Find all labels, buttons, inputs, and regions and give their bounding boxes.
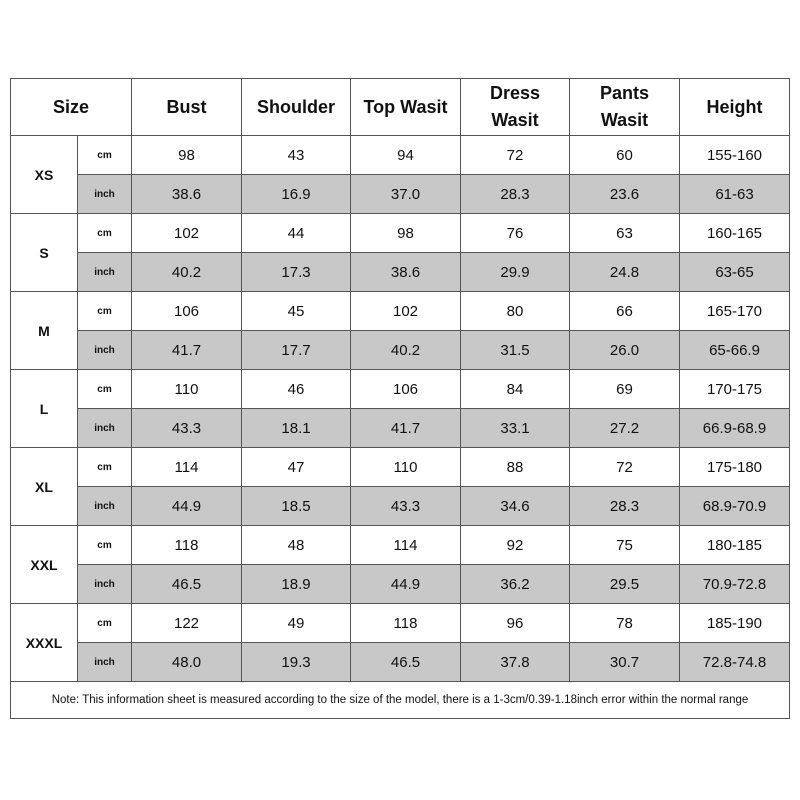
measurement-cell: 44.9 (132, 487, 242, 526)
measurement-cell: 69 (570, 370, 680, 409)
measurement-cell: 118 (132, 526, 242, 565)
measurement-cell: 66 (570, 292, 680, 331)
size-label: L (11, 370, 78, 448)
measurement-cell: 88 (461, 448, 570, 487)
measurement-cell: 72 (570, 448, 680, 487)
unit-label: cm (78, 448, 132, 487)
measurement-cell: 48.0 (132, 643, 242, 682)
header-bust: Bust (132, 79, 242, 136)
measurement-cell: 75 (570, 526, 680, 565)
measurement-cell: 43.3 (351, 487, 461, 526)
note-row (11, 682, 790, 719)
header-size: Size (11, 79, 132, 136)
measurement-cell: 29.5 (570, 565, 680, 604)
measurement-cell: 185-190 (680, 604, 790, 643)
measurement-cell: 24.8 (570, 253, 680, 292)
measurement-cell: 63 (570, 214, 680, 253)
measurement-cell: 27.2 (570, 409, 680, 448)
header-pants-waist-line1: Pants (599, 83, 650, 103)
measurement-cell: 114 (351, 526, 461, 565)
size-row-cm (11, 448, 790, 487)
header-dress-waist-line1: Dress (489, 83, 541, 103)
measurement-cell: 44 (242, 214, 351, 253)
measurement-cell: 26.0 (570, 331, 680, 370)
measurement-cell: 106 (351, 370, 461, 409)
measurement-cell: 84 (461, 370, 570, 409)
size-label: XL (11, 448, 78, 526)
unit-label: inch (78, 565, 132, 604)
measurement-cell: 18.9 (242, 565, 351, 604)
header-pants-waist (570, 79, 680, 136)
measurement-cell: 16.9 (242, 175, 351, 214)
unit-label: cm (78, 292, 132, 331)
measurement-cell: 70.9-72.8 (680, 565, 790, 604)
size-row-inch (11, 643, 790, 682)
measurement-cell: 94 (351, 136, 461, 175)
measurement-cell: 45 (242, 292, 351, 331)
header-top-waist: Top Wasit (351, 79, 461, 136)
measurement-cell: 44.9 (351, 565, 461, 604)
measurement-cell: 170-175 (680, 370, 790, 409)
measurement-cell: 29.9 (461, 253, 570, 292)
measurement-cell: 98 (132, 136, 242, 175)
measurement-cell: 110 (351, 448, 461, 487)
measurement-cell: 49 (242, 604, 351, 643)
measurement-cell: 47 (242, 448, 351, 487)
size-label: M (11, 292, 78, 370)
measurement-cell: 68.9-70.9 (680, 487, 790, 526)
measurement-cell: 63-65 (680, 253, 790, 292)
size-row-cm (11, 604, 790, 643)
measurement-cell: 72 (461, 136, 570, 175)
measurement-cell: 43 (242, 136, 351, 175)
measurement-cell: 122 (132, 604, 242, 643)
measurement-cell: 76 (461, 214, 570, 253)
measurement-cell: 28.3 (461, 175, 570, 214)
measurement-cell: 65-66.9 (680, 331, 790, 370)
measurement-cell: 30.7 (570, 643, 680, 682)
unit-label: inch (78, 487, 132, 526)
measurement-cell: 38.6 (132, 175, 242, 214)
measurement-cell: 118 (351, 604, 461, 643)
unit-label: inch (78, 253, 132, 292)
measurement-cell: 155-160 (680, 136, 790, 175)
header-dress-waist-line2: Wasit (491, 110, 539, 130)
unit-label: cm (78, 136, 132, 175)
unit-label: inch (78, 643, 132, 682)
measurement-cell: 37.8 (461, 643, 570, 682)
measurement-cell: 160-165 (680, 214, 790, 253)
measurement-cell: 92 (461, 526, 570, 565)
header-shoulder: Shoulder (242, 79, 351, 136)
unit-label: cm (78, 214, 132, 253)
size-label: XS (11, 136, 78, 214)
measurement-cell: 60 (570, 136, 680, 175)
unit-label: cm (78, 526, 132, 565)
measurement-cell: 46.5 (351, 643, 461, 682)
measurement-cell: 102 (132, 214, 242, 253)
size-row-inch (11, 487, 790, 526)
measurement-cell: 23.6 (570, 175, 680, 214)
size-row-inch (11, 331, 790, 370)
unit-label: inch (78, 175, 132, 214)
measurement-cell: 34.6 (461, 487, 570, 526)
size-row-cm (11, 370, 790, 409)
header-dress-waist (461, 79, 570, 136)
header-pants-waist-line2: Wasit (600, 110, 649, 130)
size-chart-table (10, 78, 790, 719)
header-row (11, 79, 790, 136)
size-label: XXL (11, 526, 78, 604)
measurement-note: Note: This information sheet is measured according to the size of the model, there is a 1-3cm/0.39-1.18inch error within the normal range (11, 682, 790, 719)
size-label: S (11, 214, 78, 292)
size-row-cm (11, 526, 790, 565)
measurement-cell: 43.3 (132, 409, 242, 448)
measurement-cell: 61-63 (680, 175, 790, 214)
size-row-cm (11, 136, 790, 175)
size-label: XXXL (11, 604, 78, 682)
unit-label: inch (78, 331, 132, 370)
measurement-cell: 17.3 (242, 253, 351, 292)
measurement-cell: 40.2 (132, 253, 242, 292)
measurement-cell: 110 (132, 370, 242, 409)
measurement-cell: 36.2 (461, 565, 570, 604)
measurement-cell: 18.5 (242, 487, 351, 526)
size-row-inch (11, 175, 790, 214)
measurement-cell: 40.2 (351, 331, 461, 370)
size-row-inch (11, 565, 790, 604)
measurement-cell: 114 (132, 448, 242, 487)
size-table-body (11, 136, 790, 682)
measurement-cell: 41.7 (132, 331, 242, 370)
measurement-cell: 41.7 (351, 409, 461, 448)
measurement-cell: 46 (242, 370, 351, 409)
measurement-cell: 80 (461, 292, 570, 331)
measurement-cell: 78 (570, 604, 680, 643)
measurement-cell: 37.0 (351, 175, 461, 214)
measurement-cell: 66.9-68.9 (680, 409, 790, 448)
unit-label: cm (78, 370, 132, 409)
measurement-cell: 180-185 (680, 526, 790, 565)
measurement-cell: 18.1 (242, 409, 351, 448)
measurement-cell: 96 (461, 604, 570, 643)
size-row-cm (11, 292, 790, 331)
measurement-cell: 72.8-74.8 (680, 643, 790, 682)
measurement-cell: 106 (132, 292, 242, 331)
measurement-cell: 17.7 (242, 331, 351, 370)
unit-label: inch (78, 409, 132, 448)
measurement-cell: 28.3 (570, 487, 680, 526)
measurement-cell: 31.5 (461, 331, 570, 370)
unit-label: cm (78, 604, 132, 643)
header-height: Height (680, 79, 790, 136)
measurement-cell: 46.5 (132, 565, 242, 604)
size-row-cm (11, 214, 790, 253)
measurement-cell: 175-180 (680, 448, 790, 487)
measurement-cell: 102 (351, 292, 461, 331)
measurement-cell: 48 (242, 526, 351, 565)
measurement-cell: 19.3 (242, 643, 351, 682)
measurement-cell: 165-170 (680, 292, 790, 331)
size-row-inch (11, 253, 790, 292)
measurement-cell: 98 (351, 214, 461, 253)
measurement-cell: 33.1 (461, 409, 570, 448)
measurement-cell: 38.6 (351, 253, 461, 292)
size-row-inch (11, 409, 790, 448)
